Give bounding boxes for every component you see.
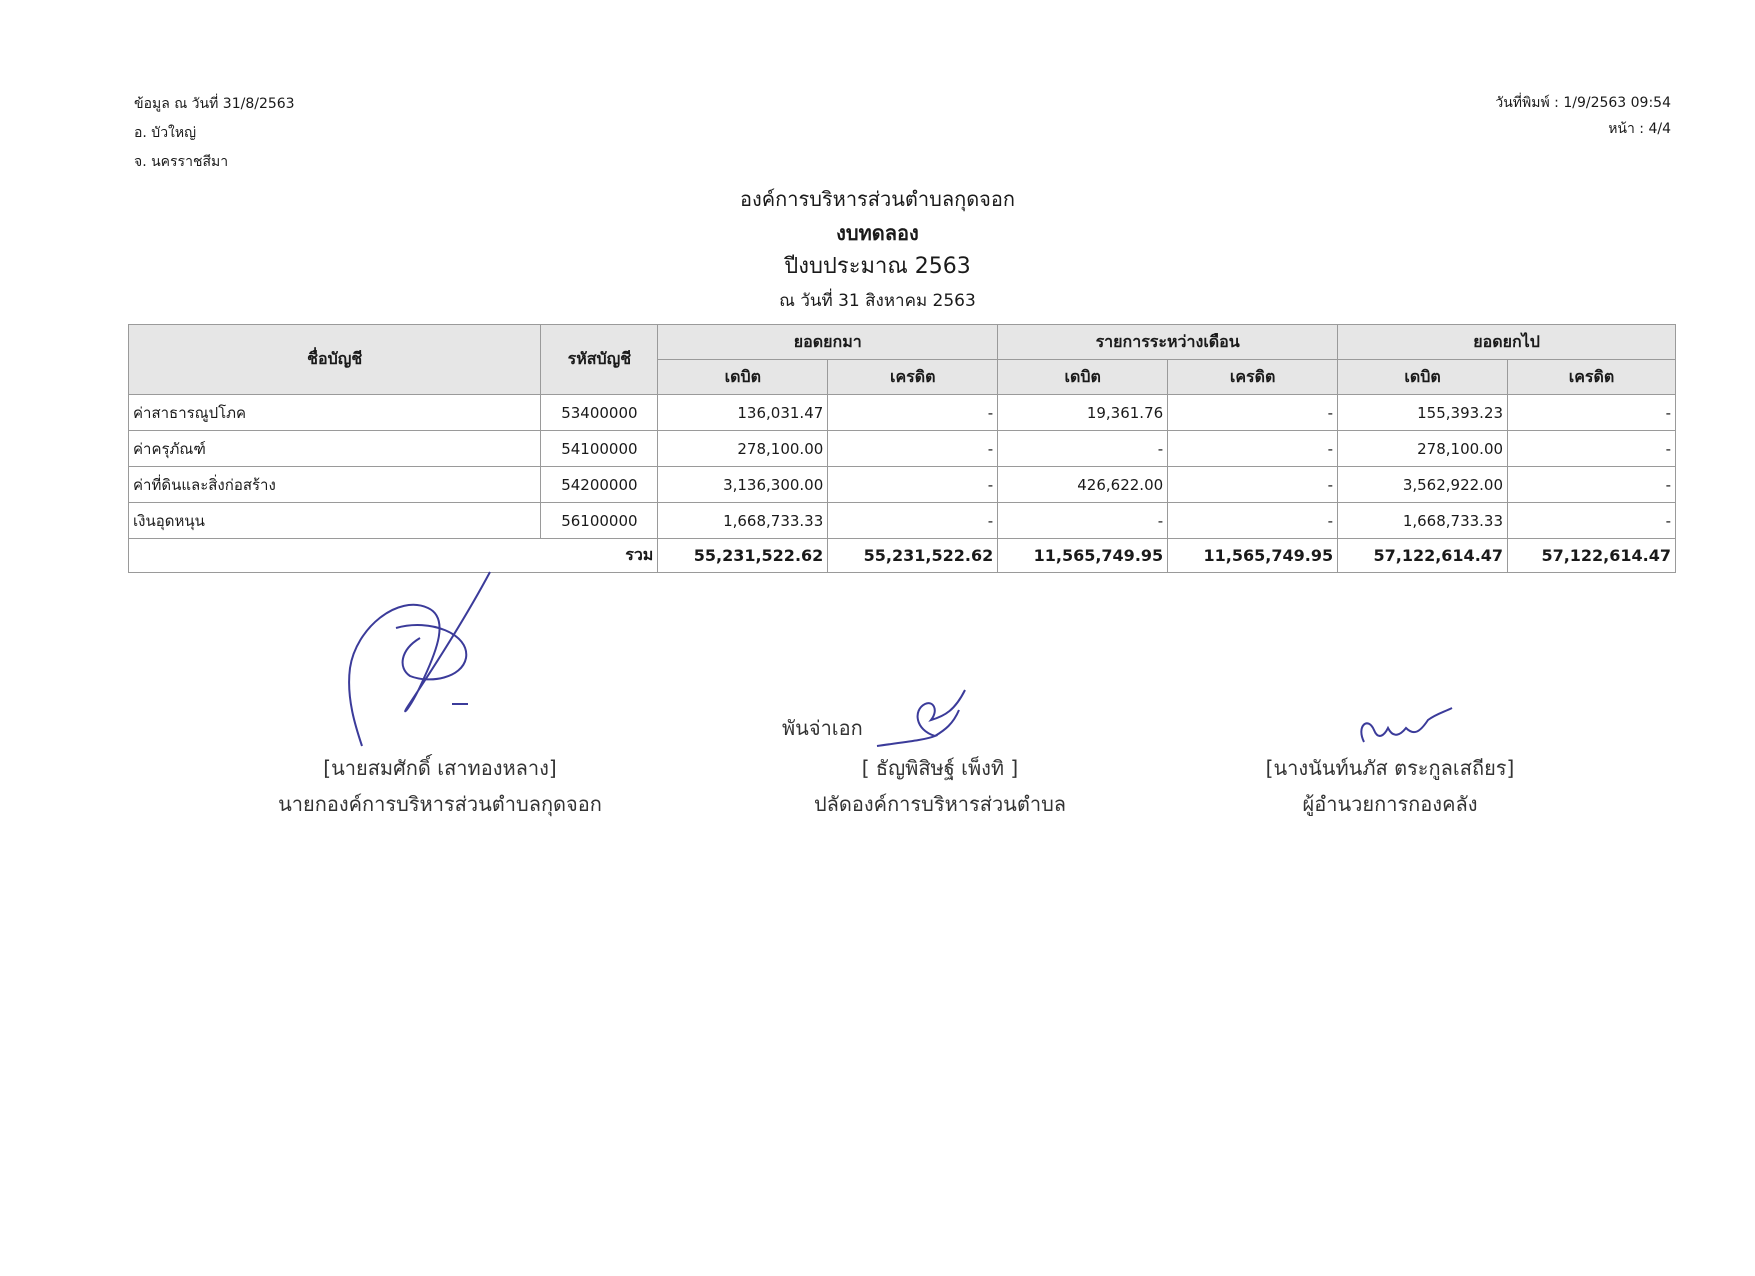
value-cell: 278,100.00 (658, 431, 828, 467)
value-cell: 155,393.23 (1338, 395, 1508, 431)
header-closing-balance: ยอดยกไป (1338, 325, 1676, 360)
signer-3-name: [นางนันท์นภัส ตระกูลเสถียร] (1265, 756, 1515, 780)
value-cell: - (828, 431, 998, 467)
value-cell: 136,031.47 (658, 395, 828, 431)
fiscal-year: ปีงบประมาณ 2563 (784, 254, 971, 279)
signer-2-title: ปลัดองค์การบริหารส่วนตำบล (813, 792, 1067, 816)
header-account-code: รหัสบัญชี (541, 325, 658, 395)
header-debit: เดบิต (658, 360, 828, 395)
total-cell: 57,122,614.47 (1508, 539, 1676, 573)
table-row (129, 467, 1676, 503)
value-cell: - (1168, 431, 1338, 467)
value-cell: 19,361.76 (998, 395, 1168, 431)
total-cell: 11,565,749.95 (1168, 539, 1338, 573)
table-row (129, 395, 1676, 431)
signer-2-rank: พันจ่าเอก (782, 716, 863, 740)
data-date: ข้อมูล ณ วันที่ 31/8/2563 (134, 96, 295, 112)
district: อ. บัวใหญ่ (134, 125, 197, 141)
document-titles (0, 182, 1755, 318)
account-code: 54200000 (541, 467, 658, 503)
account-code: 53400000 (541, 395, 658, 431)
header-opening-balance: ยอดยกมา (658, 325, 998, 360)
value-cell: 3,562,922.00 (1338, 467, 1508, 503)
value-cell: 426,622.00 (998, 467, 1168, 503)
print-date: วันที่พิมพ์ : 1/9/2563 09:54 (1495, 95, 1671, 111)
account-name: เงินอุดหนุน (129, 503, 541, 539)
signer-3-title: ผู้อำนวยการกองคลัง (1302, 792, 1478, 816)
total-cell: 55,231,522.62 (828, 539, 998, 573)
value-cell: - (1168, 395, 1338, 431)
province: จ. นครราชสีมา (134, 154, 229, 170)
signature-3-scribble (1354, 706, 1454, 750)
header-credit: เครดิต (828, 360, 998, 395)
signature-block-2 (690, 750, 1190, 822)
value-cell: - (1508, 503, 1676, 539)
value-cell: - (1508, 431, 1676, 467)
value-cell: - (828, 467, 998, 503)
signature-block-1 (190, 750, 690, 822)
account-name: ค่าที่ดินและสิ่งก่อสร้าง (129, 467, 541, 503)
header-during-month: รายการระหว่างเดือน (998, 325, 1338, 360)
value-cell: - (1508, 467, 1676, 503)
signature-block-3 (1140, 750, 1640, 822)
account-code: 56100000 (541, 503, 658, 539)
value-cell: 3,136,300.00 (658, 467, 828, 503)
header-account-name: ชื่อบัญชี (129, 325, 541, 395)
account-name: ค่าสาธารณูปโภค (129, 395, 541, 431)
header-left (134, 90, 295, 177)
total-cell: 11,565,749.95 (998, 539, 1168, 573)
signer-1-title: นายกองค์การบริหารส่วนตำบลกุดจอก (278, 792, 602, 816)
value-cell: - (1168, 503, 1338, 539)
value-cell: 1,668,733.33 (1338, 503, 1508, 539)
value-cell: - (998, 503, 1168, 539)
table-row (129, 503, 1676, 539)
value-cell: 278,100.00 (1338, 431, 1508, 467)
value-cell: - (828, 395, 998, 431)
document-title: งบทดลอง (836, 221, 919, 245)
organization-name: องค์การบริหารส่วนตำบลกุดจอก (739, 187, 1016, 211)
total-cell: 57,122,614.47 (1338, 539, 1508, 573)
header-debit: เดบิต (1338, 360, 1508, 395)
signer-1-name: [นายสมศักดิ์ เสาทองหลาง] (323, 756, 557, 780)
header-credit: เครดิต (1508, 360, 1676, 395)
table-row (129, 431, 1676, 467)
page-number: หน้า : 4/4 (1608, 121, 1671, 137)
account-code: 54100000 (541, 431, 658, 467)
signature-1-scribble (340, 568, 490, 748)
value-cell: - (998, 431, 1168, 467)
signer-2-name: [ ธัญพิสิษฐ์ เพ็งทิ ] (861, 756, 1019, 780)
trial-balance-table (128, 324, 1676, 573)
value-cell: 1,668,733.33 (658, 503, 828, 539)
signature-2-scribble (875, 680, 975, 750)
value-cell: - (1508, 395, 1676, 431)
header-right (1495, 90, 1671, 142)
value-cell: - (1168, 467, 1338, 503)
account-name: ค่าครุภัณฑ์ (129, 431, 541, 467)
value-cell: - (828, 503, 998, 539)
header-debit: เดบิต (998, 360, 1168, 395)
total-label: รวม (129, 539, 658, 573)
total-cell: 55,231,522.62 (658, 539, 828, 573)
as-of-date: ณ วันที่ 31 สิงหาคม 2563 (779, 291, 976, 311)
header-credit: เครดิต (1168, 360, 1338, 395)
